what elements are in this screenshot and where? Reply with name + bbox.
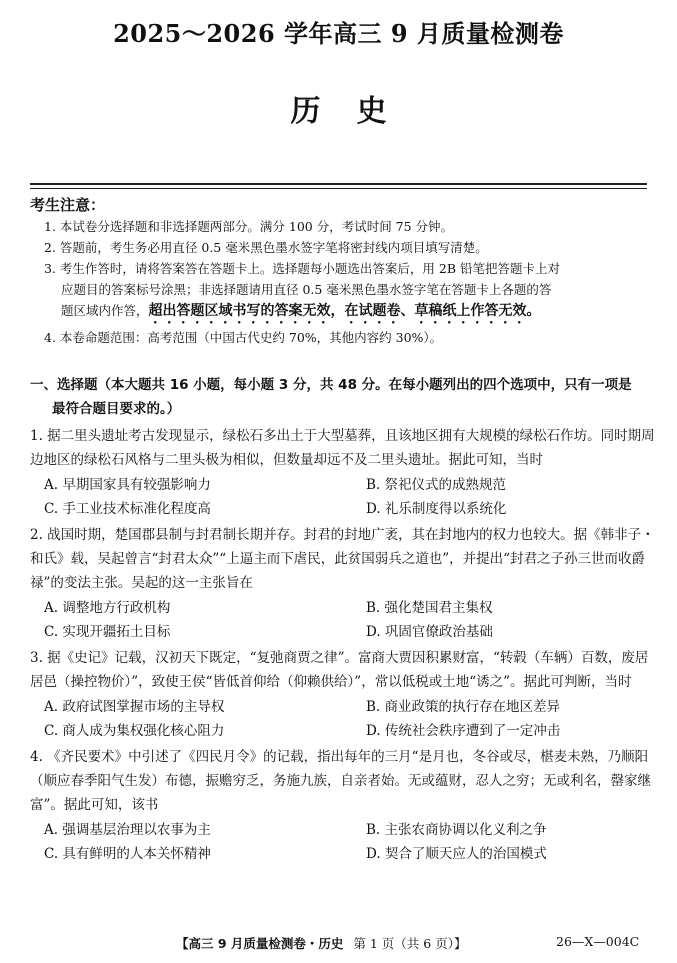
question xyxy=(30,646,655,743)
option-c: C. 实现开疆拓土目标 xyxy=(44,624,171,640)
footer-page-number: 第 1 页（共 6 页）】 xyxy=(353,936,467,951)
exam-title: 2025～2026 学年高三 9 月质量检测卷 xyxy=(113,19,564,48)
subject-title: 历史 xyxy=(290,94,423,129)
option-b: B. 商业政策的执行存在地区差异 xyxy=(366,699,561,715)
option-b: B. 主张农商协调以化义利之争 xyxy=(366,822,547,838)
notice-item: 1. 本试卷分选择题和非选择题两部分。满分 100 分，考试时间 75 分钟。 xyxy=(44,219,454,234)
notice-item-continuation xyxy=(44,300,651,327)
option-c: C. 商人成为集权强化核心阻力 xyxy=(44,723,225,739)
option-d: D. 契合了顺天应人的治国模式 xyxy=(366,846,547,862)
option-d: D. 传统社会秩序遭到了一定冲击 xyxy=(366,723,561,739)
option-d: D. 礼乐制度得以系统化 xyxy=(366,501,507,517)
notice-list xyxy=(44,216,651,348)
notice-item-text: 3. 考生作答时，请将答案答在答题卡上。选择题每小题选出答案后，用 2B 铅笔把答题卡上对 xyxy=(44,261,560,276)
question-stem: 3. 据《史记》记载，汉初天下既定，“复弛商贾之律”。富商大贾因积累财富，“转毂（车辆）百数，废居居邑（操控物价）”，致使王侯“皆低首仰给（仰赖供给）”，常以低税或土地“诱之”。据此可判断，当时 xyxy=(30,650,649,690)
option-grid xyxy=(30,596,655,644)
notice-item: 4. 本卷命题范围：高考范围（中国古代史约 70%，其他内容约 30%）。 xyxy=(44,330,443,345)
question-stem: 2. 战国时期，楚国郡县制与封君制长期并存。封君的封地广袤，其在封地内的权力也较大。据《韩非子・和氏》载，吴起曾言“封君太众”“上逼主而下虐民，此贫国弱兵之道也”，并提出“封君之子孙三世而收爵禄”的变法主张。吴起的这一主张旨在 xyxy=(30,527,655,591)
header-rule-thin xyxy=(30,188,647,189)
option-b: B. 祭祀仪式的成熟规范 xyxy=(366,477,507,493)
option-grid xyxy=(30,695,655,743)
section-heading xyxy=(30,373,653,421)
section-heading-line: 一、选择题（本大题共 16 小题，每小题 3 分，共 48 分。在每小题列出的四个选项中，只有一项是 xyxy=(30,377,632,393)
option-a: A. 政府试图掌握市场的主导权 xyxy=(44,699,225,715)
option-a: A. 强调基层治理以农事为主 xyxy=(44,822,211,838)
question xyxy=(30,424,655,521)
notice-emphasis: 超出答题区域书写的答案无效，在试题卷、草稿纸上作答无效。 xyxy=(148,303,541,319)
question-stem: 1. 据二里头遗址考古发现显示，绿松石多出土于大型墓葬，且该地区拥有大规模的绿松石作坊。同时期周边地区的绿松石风格与二里头极为相似，但数量却远不及二里头遗址。据此可知，当时 xyxy=(30,428,655,468)
question xyxy=(30,523,655,644)
footer-exam-label xyxy=(176,934,466,952)
option-grid xyxy=(30,818,655,866)
option-grid xyxy=(30,473,655,521)
notice-title: 考生注意： xyxy=(30,196,106,214)
notice-item: 2. 答题前，考生务必用直径 0.5 毫米黑色墨水签字笔将密封线内项目填写清楚。 xyxy=(44,240,488,255)
footer-paper-code: 26—X—004C xyxy=(556,934,640,949)
option-c: C. 手工业技术标准化程度高 xyxy=(44,501,211,517)
question-stem: 4. 《齐民要术》中引述了《四民月令》的记载，指出每年的三月“是月也，冬谷或尽，椹麦未熟，乃顺阳（顺应春季阳气生发）布德，振赡穷乏，务施九族，自亲者始。无或蕴财，忍人之穷；无或利名，罄家继富”。据此可知，该书 xyxy=(30,749,651,813)
notice-item-text: 题区域内作答， xyxy=(61,303,149,318)
notice-item xyxy=(44,258,651,327)
option-a: A. 调整地方行政机构 xyxy=(44,600,171,616)
option-b: B. 强化楚国君主集权 xyxy=(366,600,493,616)
option-a: A. 早期国家具有较强影响力 xyxy=(44,477,211,493)
question xyxy=(30,745,655,866)
option-d: D. 巩固官僚政治基础 xyxy=(366,624,493,640)
notice-item-continuation: 应题目的答案标号涂黑；非选择题请用直径 0.5 毫米黑色墨水签字笔在答题卡上各题的答 xyxy=(61,282,552,297)
option-c: C. 具有鲜明的人本关怀精神 xyxy=(44,846,211,862)
question-list xyxy=(30,424,655,868)
footer-exam-name: 【高三 9 月质量检测卷・历史 xyxy=(176,936,344,951)
header-rule-thick xyxy=(30,183,647,185)
section-heading-line: 最符合题目要求的。） xyxy=(52,401,181,417)
